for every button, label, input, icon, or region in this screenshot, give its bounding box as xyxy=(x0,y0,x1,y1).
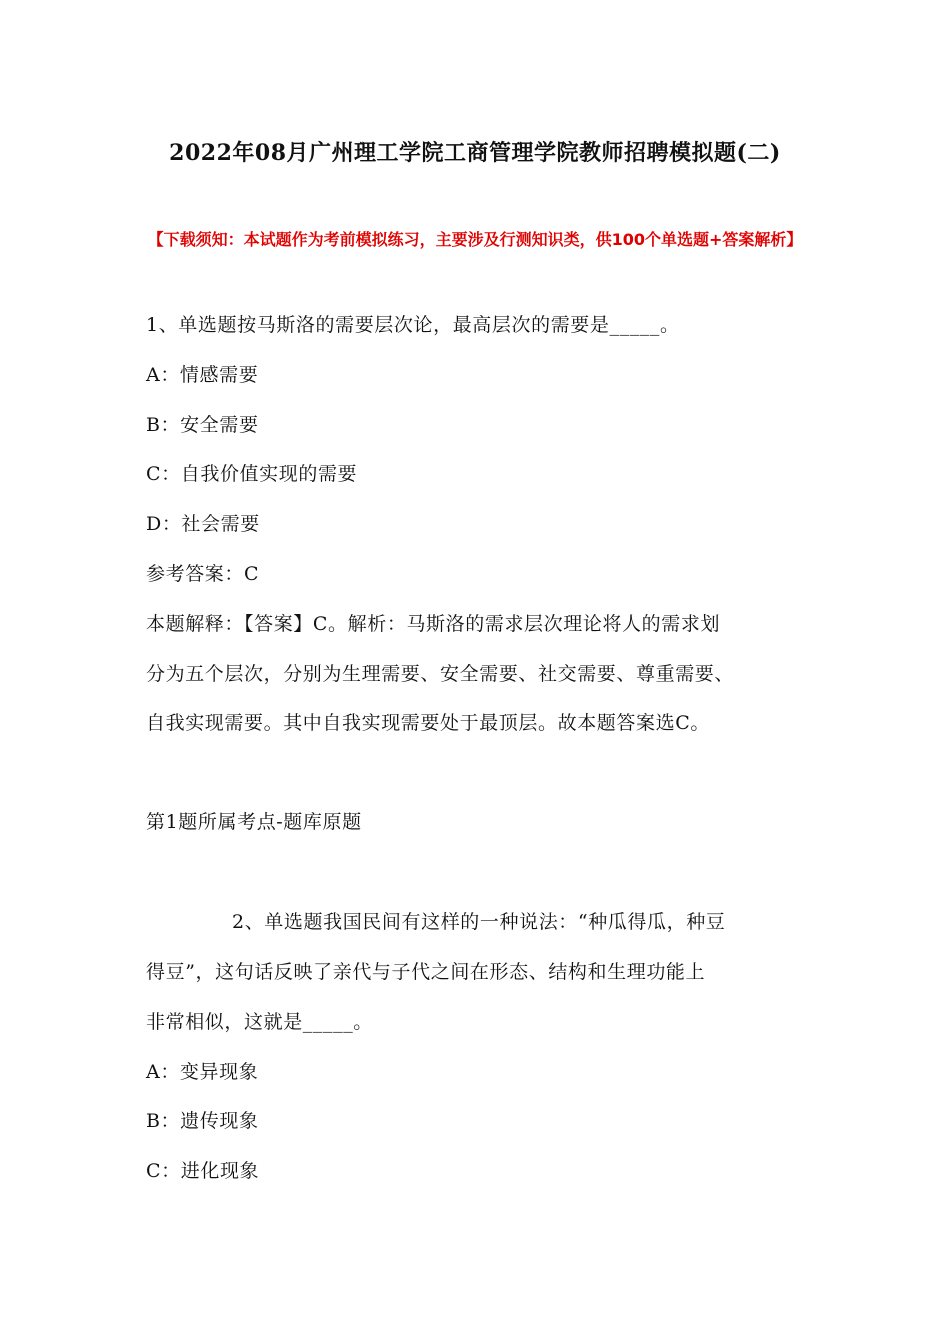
question-2-option-a: A：变异现象 xyxy=(146,1061,259,1083)
question-1-option-a: A：情感需要 xyxy=(146,364,259,386)
question-2-option-b: B：遗传现象 xyxy=(146,1110,259,1132)
question-2-option-c: C：进化现象 xyxy=(146,1160,260,1182)
question-1-explanation-line-3: 自我实现需要。其中自我实现需要处于最顶层。故本题答案选C。 xyxy=(146,712,710,734)
question-2-stem-line-2: 得豆”，这句话反映了亲代与子代之间在形态、结构和生理功能上 xyxy=(146,961,706,983)
question-1-option-d: D：社会需要 xyxy=(146,513,260,535)
question-2-stem-line-1: 2、单选题我国民间有这样的一种说法：“种瓜得瓜，种豆 xyxy=(232,911,726,933)
question-1-answer: 参考答案：C xyxy=(146,563,260,585)
document-title: 2022年08月广州理工学院工商管理学院教师招聘模拟题(二) xyxy=(169,140,781,166)
question-1-explanation-line-1: 本题解释：【答案】C。解析：马斯洛的需求层次理论将人的需求划 xyxy=(146,613,721,635)
question-1-explanation-line-2: 分为五个层次，分别为生理需要、安全需要、社交需要、尊重需要、 xyxy=(146,663,735,685)
question-1-option-b: B：安全需要 xyxy=(146,414,259,436)
download-notice: 【下载须知：本试题作为考前模拟练习，主要涉及行测知识类，供100个单选题+答案解析】 xyxy=(147,230,803,249)
question-2-stem-line-3: 非常相似，这就是_____。 xyxy=(146,1011,373,1033)
question-1-category: 第1题所属考点-题库原题 xyxy=(146,811,362,833)
question-1-stem: 1、单选题按马斯洛的需要层次论，最高层次的需要是_____。 xyxy=(146,314,680,336)
question-1-option-c: C：自我价值实现的需要 xyxy=(146,463,358,485)
